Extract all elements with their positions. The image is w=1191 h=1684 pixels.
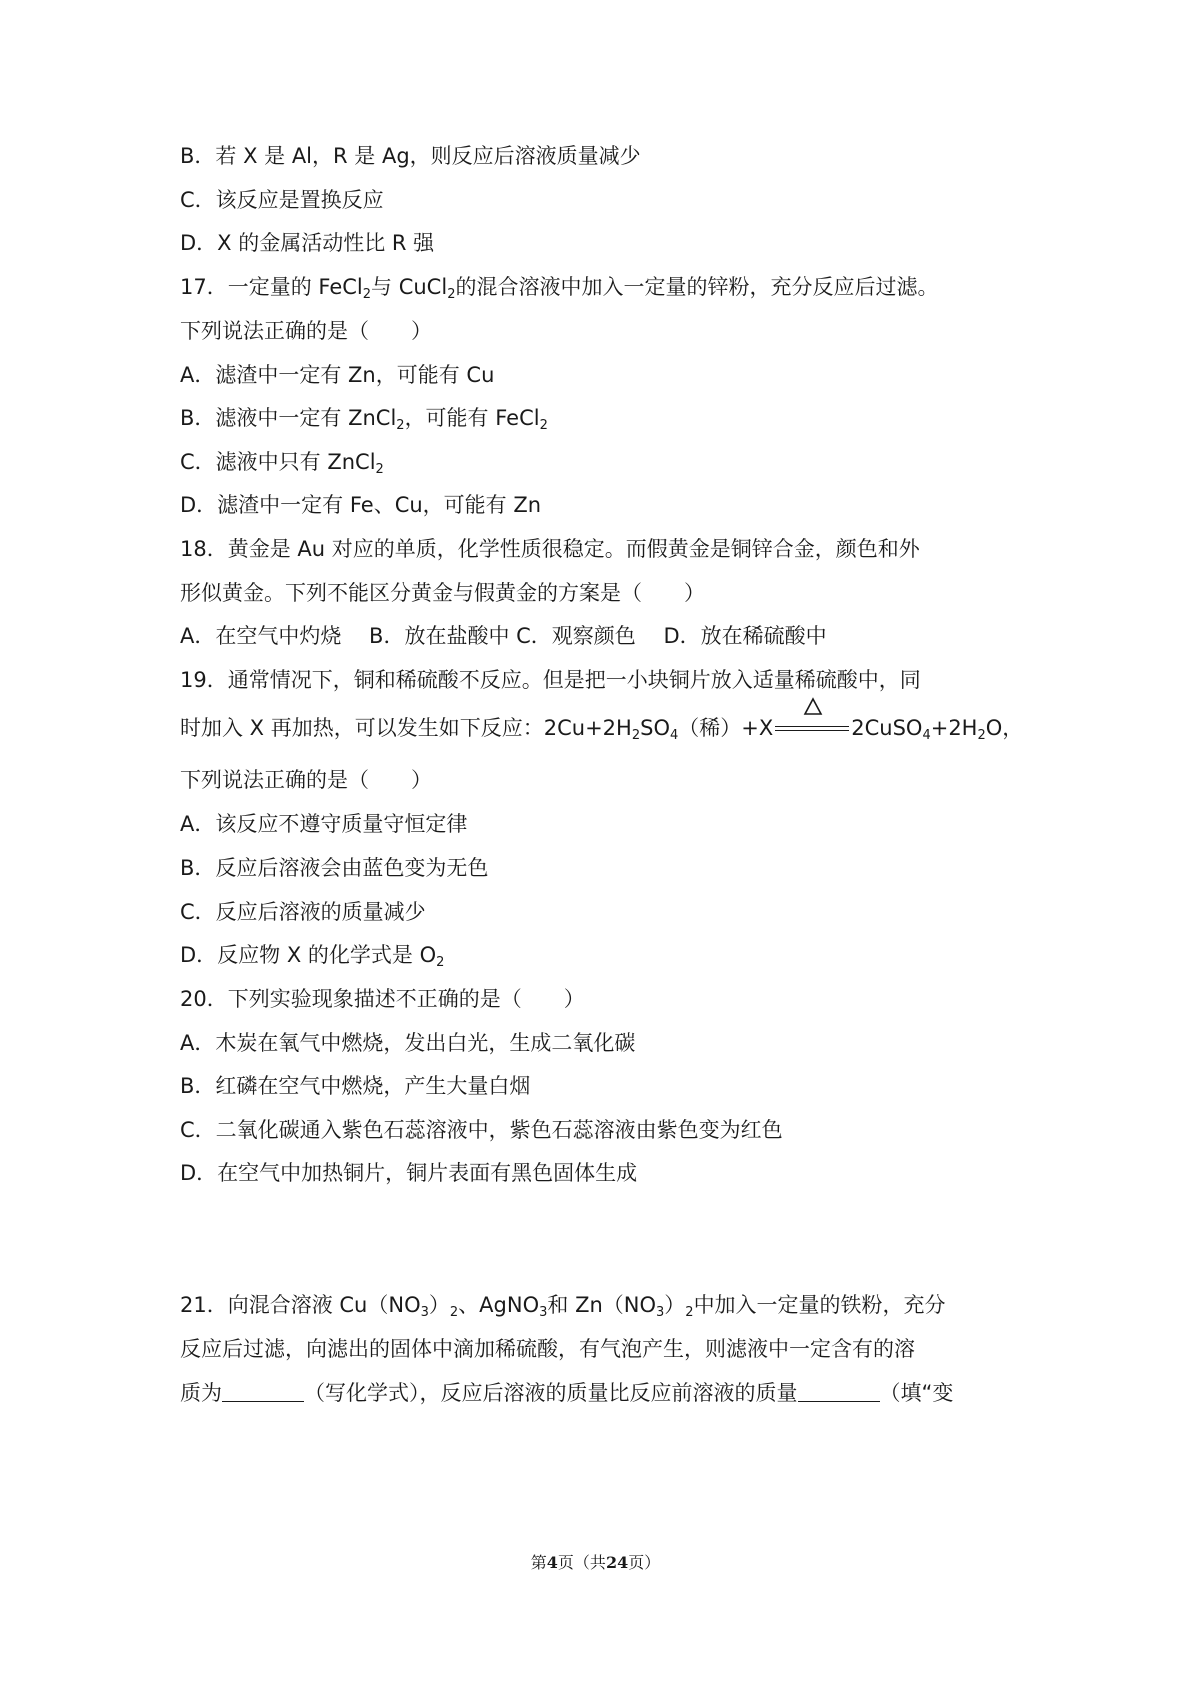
question-19-stem: 19．通常情况下，铜和稀硫酸不反应。但是把一小块铜片放入适量稀硫酸中，同 [180, 668, 921, 692]
q21-text-5: ） [664, 1293, 686, 1317]
footer-suffix: 页） [628, 1553, 661, 1572]
q20-option-a: A．木炭在氧气中燃烧，发出白光，生成二氧化碳 [180, 1031, 636, 1055]
subscript: 2 [447, 287, 456, 302]
question-18-stem: 18．黄金是 Au 对应的单质，化学性质很稳定。而假黄金是铜锌合金，颜色和外 [180, 537, 920, 561]
q21-text-7: 质为 [180, 1381, 222, 1405]
heat-triangle-icon [803, 697, 823, 717]
q21-text-2: ） [428, 1293, 450, 1317]
q16-option-d: D．X 的金属活动性比 R 强 [180, 231, 435, 255]
subscript: 2 [375, 462, 384, 477]
q21-text-8: （写化学式），反应后溶液的质量比反应前溶液的质量 [304, 1381, 798, 1405]
question-20-stem: 20．下列实验现象描述不正确的是（ ） [180, 987, 585, 1011]
subscript: 2 [436, 955, 445, 970]
q17-option-b [180, 403, 1040, 433]
subscript: 4 [922, 728, 931, 743]
q17-text-3: 的混合溶液中加入一定量的锌粉，充分反应后过滤。 [455, 275, 939, 299]
subscript: 2 [685, 1305, 694, 1320]
subscript: 2 [396, 418, 405, 433]
footer-prefix: 第 [530, 1553, 547, 1572]
q17c-text: C．滤液中只有 ZnCl [180, 450, 376, 474]
q20-option-d: D．在空气中加热铜片，铜片表面有黑色固体生成 [180, 1161, 638, 1185]
footer-mid: 页（共 [557, 1553, 606, 1572]
question-21-stem [180, 1290, 1040, 1320]
subscript: 2 [977, 728, 986, 743]
footer-page-number: 4 [546, 1553, 558, 1572]
footer-total-pages: 24 [605, 1553, 629, 1572]
answer-blank[interactable] [222, 1381, 304, 1402]
question-21-stem-line3 [180, 1378, 1040, 1408]
q17b-text-2: ，可能有 FeCl [404, 406, 540, 430]
q20-option-c: C．二氧化碳通入紫色石蕊溶液中，紫色石蕊溶液由紫色变为红色 [180, 1118, 783, 1142]
q19d-text: D．反应物 X 的化学式是 O [180, 943, 437, 967]
q21-text-9: （填“变 [879, 1381, 954, 1405]
q18-options: A．在空气中灼烧 B．放在盐酸中 C．观察颜色 D．放在稀硫酸中 [180, 624, 827, 648]
q19-option-c: C．反应后溶液的质量减少 [180, 900, 426, 924]
q17-option-c [180, 447, 1040, 477]
question-21-stem-line2: 反应后过滤，向滤出的固体中滴加稀硫酸，有气泡产生，则滤液中一定含有的溶 [180, 1337, 915, 1361]
subscript: 2 [539, 418, 548, 433]
q20-option-b: B．红磷在空气中燃烧，产生大量白烟 [180, 1074, 531, 1098]
question-17-stem [180, 272, 1040, 302]
reaction-equals-sign [773, 713, 851, 743]
subscript: 4 [669, 728, 679, 743]
subscript: 2 [362, 287, 372, 302]
q19-option-b: B．反应后溶液会由蓝色变为无色 [180, 856, 489, 880]
question-18-stem-line2: 形似黄金。下列不能区分黄金与假黄金的方案是（ ） [180, 581, 705, 605]
q19-option-a: A．该反应不遵守质量守恒定律 [180, 812, 468, 836]
q16-option-b: B．若 X 是 Al，R 是 Ag，则反应后溶液质量减少 [180, 144, 641, 168]
answer-blank[interactable] [798, 1381, 880, 1402]
q17-option-d: D．滤渣中一定有 Fe、Cu，可能有 Zn [180, 493, 542, 517]
q21-text-1: 21．向混合溶液 Cu（NO [180, 1293, 421, 1317]
q17-text-2: 与 CuCl [371, 275, 448, 299]
subscript: 3 [420, 1305, 429, 1320]
q21-text-6: 中加入一定量的铁粉，充分 [693, 1293, 946, 1317]
question-17-stem-line2: 下列说法正确的是（ ） [180, 319, 432, 343]
q21-text-3: 、AgNO [458, 1293, 540, 1317]
subscript: 3 [656, 1305, 665, 1320]
question-19-equation-line [180, 713, 1040, 743]
subscript: 3 [539, 1305, 548, 1320]
subscript: 2 [449, 1305, 459, 1320]
q19-text-4: 2CuSO [851, 716, 923, 740]
q19-text-2: SO [640, 716, 670, 740]
question-19-stem-line3: 下列说法正确的是（ ） [180, 768, 432, 792]
q19-text-5: +2H [930, 716, 978, 740]
q19-text-1: 时加入 X 再加热，可以发生如下反应：2Cu+2H [180, 716, 632, 740]
q19-option-d [180, 940, 1040, 970]
q17-text-1: 17．一定量的 FeCl [180, 275, 363, 299]
q19-text-6: O， [985, 716, 1024, 740]
q19-text-3: （稀）+X [678, 716, 774, 740]
q17-option-a: A．滤渣中一定有 Zn，可能有 Cu [180, 363, 495, 387]
q17b-text-1: B．滤液中一定有 ZnCl [180, 406, 397, 430]
q21-text-4: 和 Zn（NO [547, 1293, 656, 1317]
subscript: 2 [631, 728, 641, 743]
q16-option-c: C．该反应是置换反应 [180, 188, 384, 212]
page-footer [0, 1550, 1191, 1573]
